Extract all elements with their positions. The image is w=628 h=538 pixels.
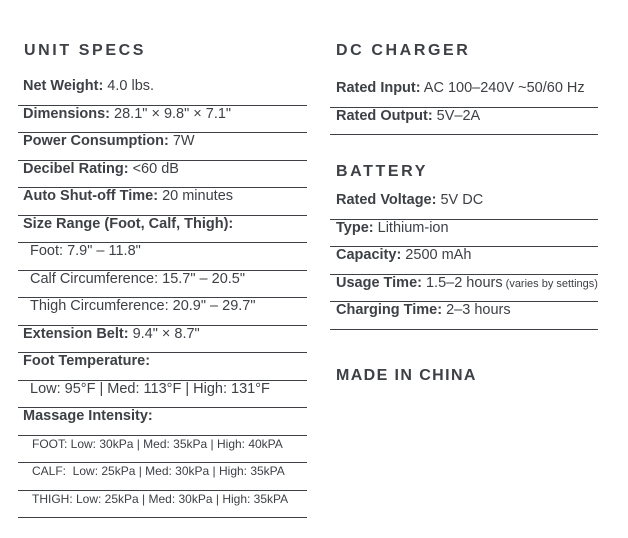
spec-label: Auto Shut-off Time: <box>23 188 159 204</box>
unit-specs-heading: UNIT SPECS <box>24 42 147 59</box>
spec-value: 2500 mAh <box>401 247 472 263</box>
spec-row-dimensions <box>18 106 307 134</box>
spec-label: Dimensions: <box>23 105 111 122</box>
spec-row-battery-type <box>330 220 598 248</box>
spec-value: 7W <box>168 133 195 149</box>
spec-row-intensity-foot <box>18 436 307 464</box>
spec-value: Thigh Circumference: 20.9" – 29.7" <box>30 298 256 314</box>
battery-rows <box>330 192 598 330</box>
spec-label: Massage Intensity: <box>23 408 153 424</box>
spec-label: Type: <box>336 219 374 236</box>
spec-row-auto-shutoff <box>18 188 307 216</box>
spec-row-extension-belt <box>18 326 307 354</box>
spec-label: Net Weight: <box>23 78 104 94</box>
spec-label: Charging Time: <box>336 302 443 318</box>
spec-label: Foot Temperature: <box>23 353 151 369</box>
spec-value: THIGH: Low: 25kPa | Med: 30kPa | High: 35kPA <box>32 491 289 506</box>
unit-specs-rows <box>18 78 307 518</box>
spec-label: Rated Voltage: <box>336 192 437 208</box>
spec-label: Decibel Rating: <box>23 160 129 177</box>
spec-value: 4.0 lbs. <box>103 78 155 94</box>
spec-row-thigh-circumference <box>18 298 307 326</box>
spec-label: Power Consumption: <box>23 133 169 149</box>
spec-row-capacity <box>330 247 598 275</box>
spec-row-power-consumption <box>18 133 307 161</box>
spec-label: Usage Time: <box>336 274 422 291</box>
battery-heading: BATTERY <box>336 163 428 180</box>
spec-row-massage-intensity <box>18 408 307 436</box>
spec-row-rated-voltage <box>330 192 598 220</box>
spec-value: CALF: Low: 25kPa | Med: 30kPa | High: 35kPA <box>32 464 285 478</box>
spec-value: 9.4" × 8.7" <box>128 325 200 342</box>
spec-row-calf-circumference <box>18 271 307 299</box>
spec-value: Lithium-ion <box>373 219 449 236</box>
spec-row-foot-temperature <box>18 353 307 381</box>
spec-row-foot-size <box>18 243 307 271</box>
dc-charger-rows <box>330 80 598 135</box>
made-in-china-heading: MADE IN CHINA <box>336 366 477 384</box>
spec-label: Rated Output: <box>336 107 433 124</box>
spec-row-decibel-rating <box>18 161 307 189</box>
spec-row-temperature-levels <box>18 381 307 409</box>
usage-time-note: (varies by settings) <box>502 277 598 290</box>
spec-row-intensity-thigh <box>18 491 307 519</box>
spec-row-rated-input <box>330 80 598 108</box>
spec-value: Low: 95°F | Med: 113°F | High: 131°F <box>30 380 270 397</box>
spec-label: Size Range (Foot, Calf, Thigh): <box>23 215 234 232</box>
spec-value: Foot: 7.9" – 11.8" <box>30 243 141 259</box>
charger-battery-section <box>330 0 598 384</box>
spec-value: 1.5–2 hours <box>421 274 503 291</box>
spec-row-intensity-calf <box>18 463 307 491</box>
spec-value: 20 minutes <box>158 188 234 204</box>
spec-value: 2–3 hours <box>442 302 511 318</box>
spec-row-net-weight <box>18 78 307 106</box>
spec-value: Calf Circumference: 15.7" – 20.5" <box>30 270 246 287</box>
dc-charger-heading: DC CHARGER <box>336 42 471 59</box>
spec-row-size-range <box>18 216 307 244</box>
spec-value: 28.1" × 9.8" × 7.1" <box>110 105 232 122</box>
spec-row-charging-time <box>330 302 598 330</box>
spec-label: Rated Input: <box>336 80 421 96</box>
spec-value: AC 100–240V ~50/60 Hz <box>420 80 585 96</box>
spec-value: <60 dB <box>128 160 179 177</box>
spec-label: Capacity: <box>336 247 402 263</box>
spec-row-rated-output <box>330 108 598 136</box>
spec-row-usage-time <box>330 275 598 303</box>
spec-value: 5V DC <box>436 192 484 208</box>
unit-specs-section <box>18 0 307 518</box>
spec-value: 5V–2A <box>432 107 481 124</box>
spec-label: Extension Belt: <box>23 325 129 342</box>
spec-value: FOOT: Low: 30kPa | Med: 35kPa | High: 40kPA <box>32 436 283 451</box>
